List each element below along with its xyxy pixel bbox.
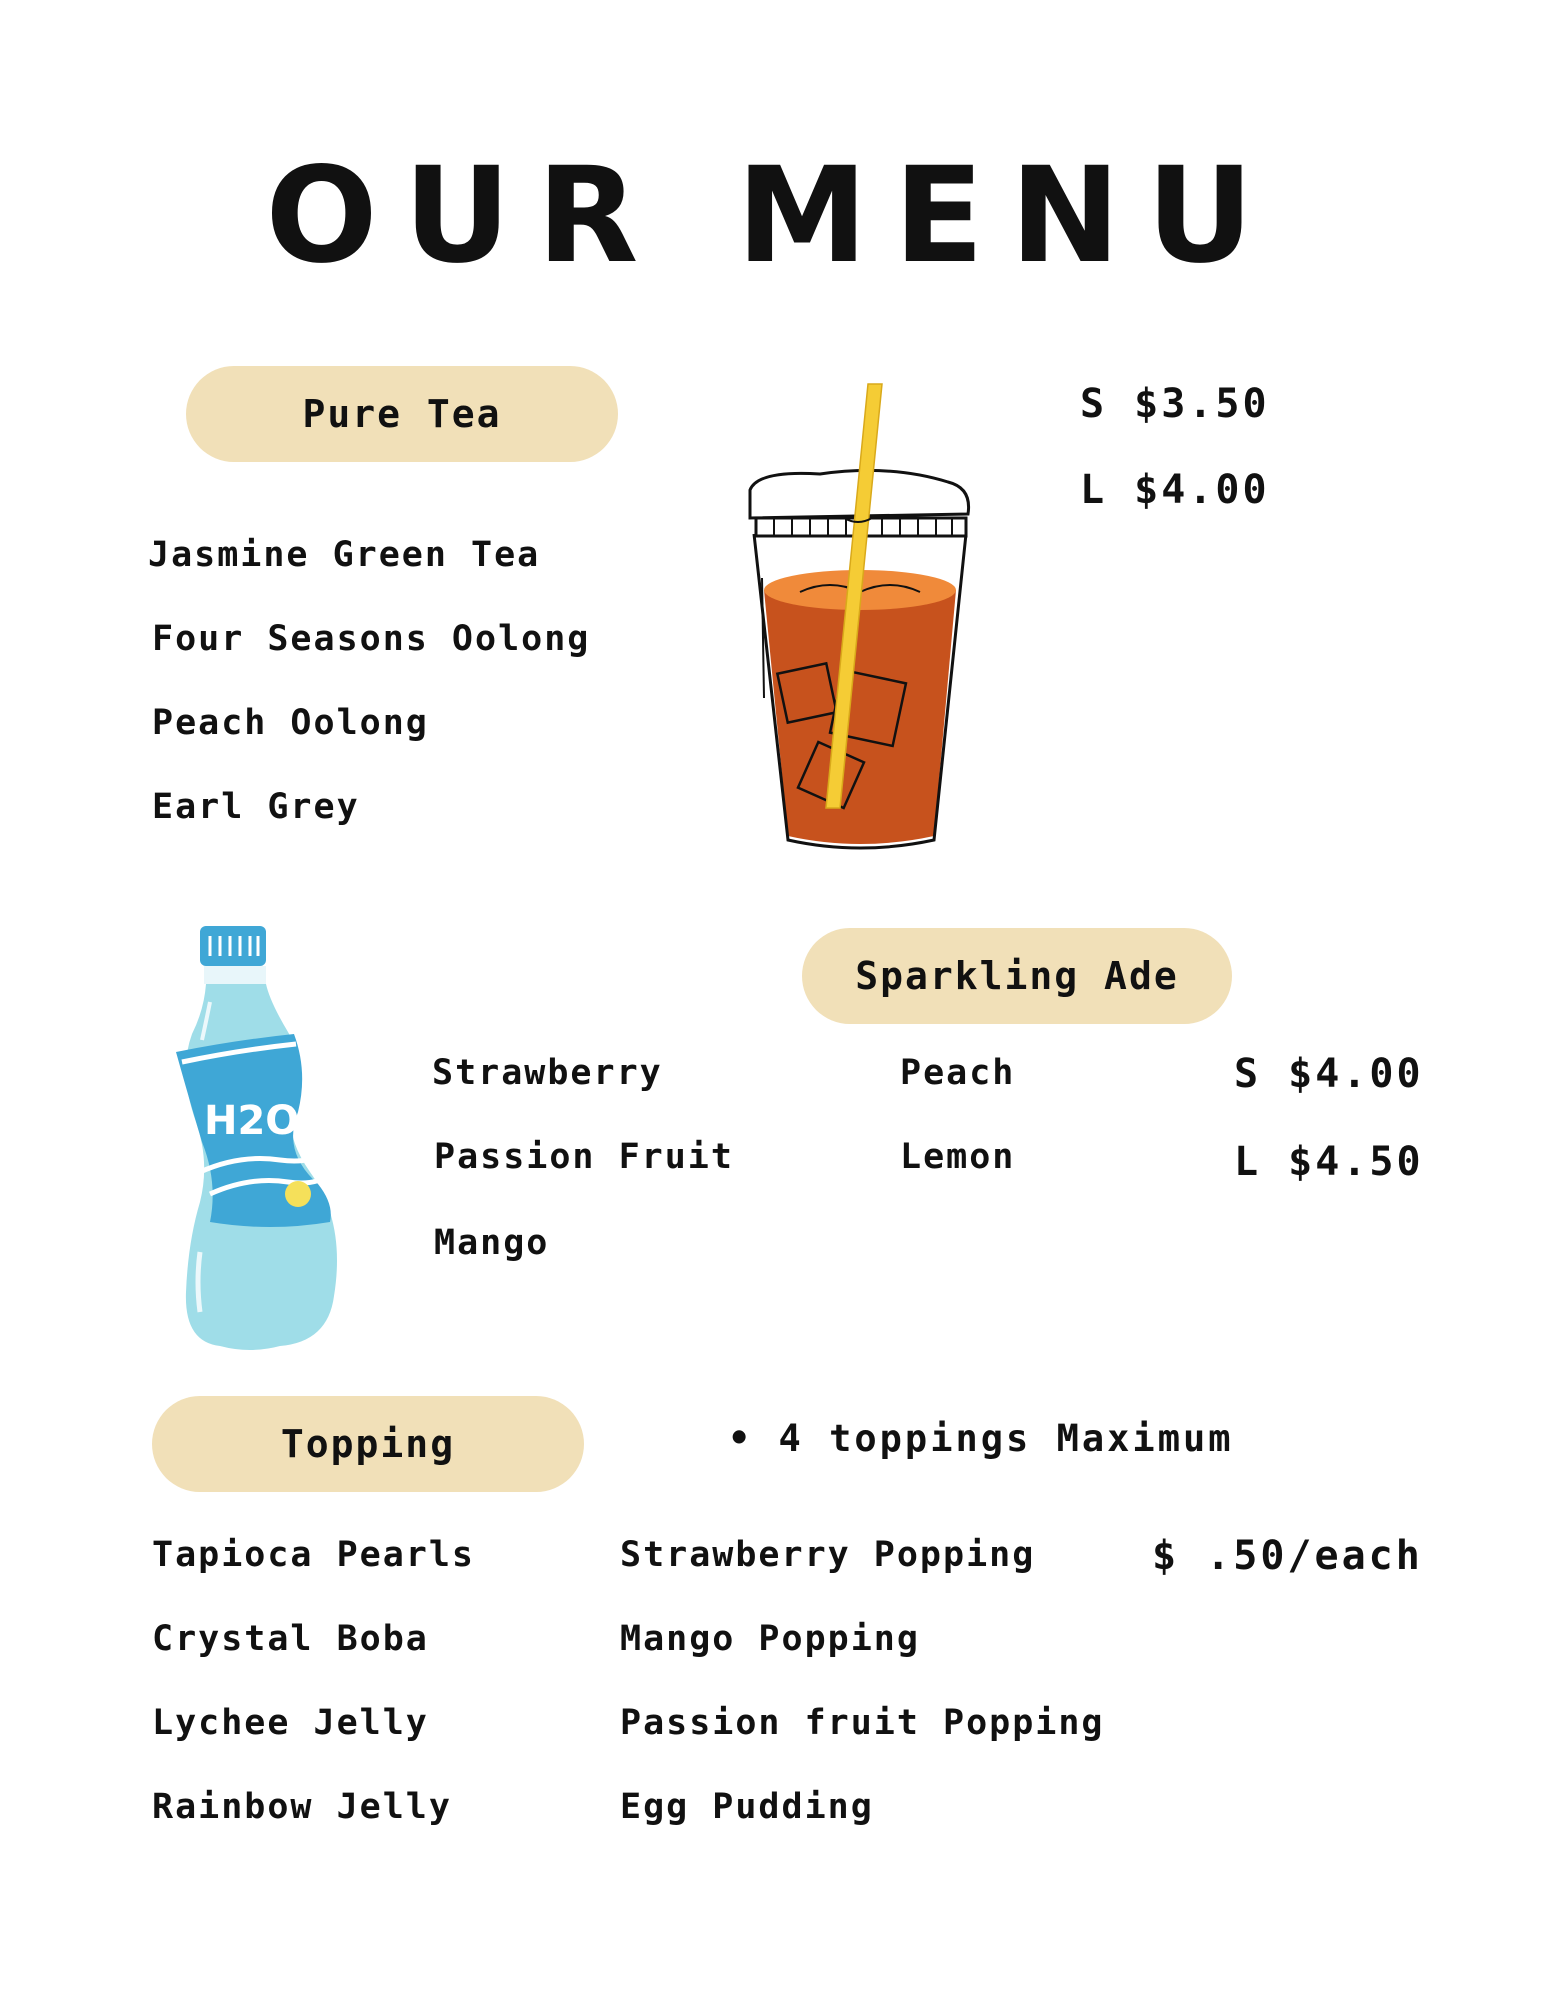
pure-tea-item: Peach Oolong: [152, 703, 429, 743]
topping-item: Tapioca Pearls: [152, 1535, 476, 1575]
sparkling-ade-item: Mango: [434, 1223, 550, 1263]
pure-tea-price-large: L $4.00: [1080, 467, 1270, 513]
pure-tea-price-small: S $3.50: [1080, 381, 1270, 427]
topping-item: Egg Pudding: [620, 1787, 874, 1827]
sparkling-ade-heading: Sparkling Ade: [802, 928, 1232, 1024]
iced-tea-cup-icon: [740, 378, 980, 858]
sparkling-ade-price-small: S $4.00: [1234, 1051, 1424, 1097]
topping-item: Passion fruit Popping: [620, 1703, 1105, 1743]
bottle-label-text: H2O: [204, 1098, 300, 1144]
topping-note: • 4 toppings Maximum: [728, 1417, 1234, 1460]
sparkling-ade-price-large: L $4.50: [1234, 1139, 1424, 1185]
sparkling-ade-item: Passion Fruit: [434, 1137, 734, 1177]
pure-tea-heading: Pure Tea: [186, 366, 618, 462]
topping-item: Rainbow Jelly: [152, 1787, 452, 1827]
topping-item: Strawberry Popping: [620, 1535, 1036, 1575]
pure-tea-item: Four Seasons Oolong: [152, 619, 591, 659]
pure-tea-item: Jasmine Green Tea: [148, 535, 541, 575]
menu-title: OUR MENU: [265, 139, 1280, 293]
topping-item: Crystal Boba: [152, 1619, 429, 1659]
topping-price: $ .50/each: [1152, 1533, 1423, 1579]
sparkling-ade-item: Peach: [900, 1053, 1016, 1093]
pure-tea-item: Earl Grey: [152, 787, 360, 827]
topping-item: Lychee Jelly: [152, 1703, 429, 1743]
topping-heading: Topping: [152, 1396, 584, 1492]
water-bottle-icon: [170, 922, 380, 1362]
sparkling-ade-item: Lemon: [900, 1137, 1016, 1177]
sparkling-ade-item: Strawberry: [432, 1053, 663, 1093]
topping-item: Mango Popping: [620, 1619, 920, 1659]
